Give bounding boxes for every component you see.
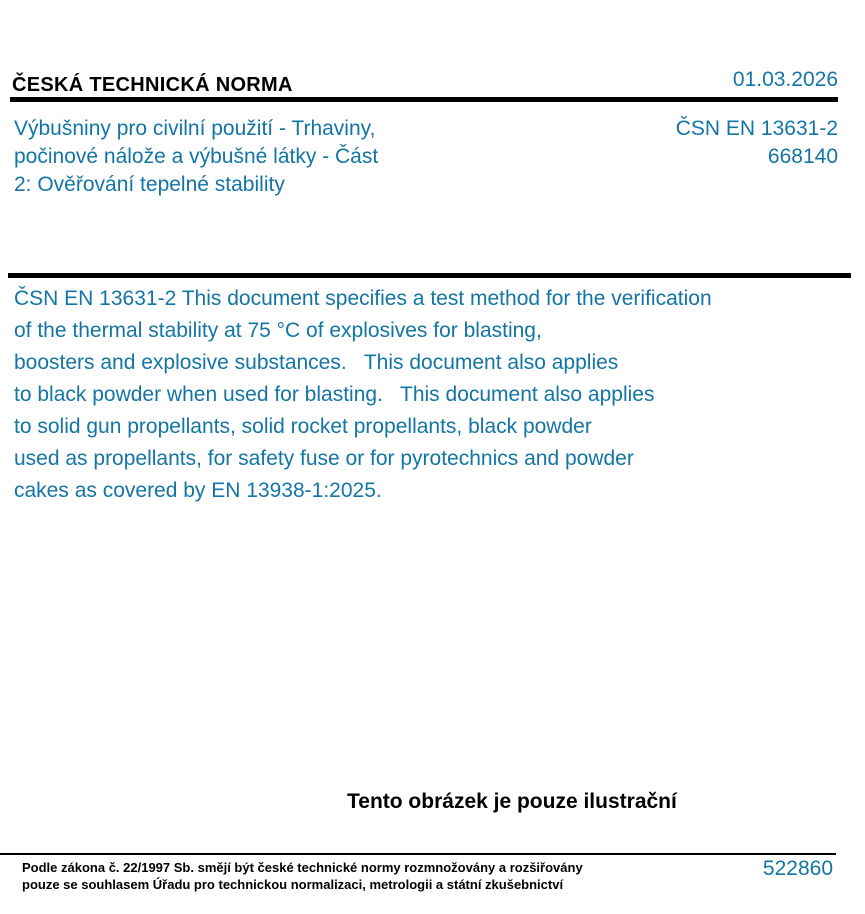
abstract-text — [14, 283, 712, 507]
header-divider-rule — [10, 97, 838, 102]
abstract-line: cakes as covered by EN 13938-1:2025. — [14, 479, 382, 502]
copyright-notice-line: Podle zákona č. 22/1997 Sb. smějí být české technické normy rozmnožovány a rozšiřovány — [22, 860, 583, 875]
catalog-number: 668140 — [767, 145, 838, 168]
copyright-notice — [22, 859, 583, 893]
abstract-line: boosters and explosive substances. This document also applies — [14, 351, 619, 374]
copyright-notice-line: pouze se souhlasem Úřadu pro technickou normalizaci, metrologii a státní zkušebnictví — [22, 877, 564, 892]
standard-title-line: Výbušniny pro civilní použití - Trhaviny, — [14, 117, 376, 140]
abstract-line: ČSN EN 13631-2 This document specifies a test method for the verification — [14, 287, 712, 310]
standard-title-line: počinové nálože a výbušné látky - Část — [14, 145, 379, 168]
standard-title — [14, 115, 378, 199]
issue-date: 01.03.2026 — [732, 68, 838, 91]
order-number: 522860 — [762, 857, 833, 880]
abstract-line: used as propellants, for safety fuse or for pyrotechnics and powder — [14, 447, 634, 470]
abstract-line: to black powder when used for blasting. This document also applies — [14, 383, 655, 406]
abstract-line: of the thermal stability at 75 °C of explosives for blasting, — [14, 319, 542, 342]
standard-code: ČSN EN 13631-2 — [675, 117, 838, 140]
footer-divider-rule — [0, 853, 836, 855]
page-title: ČESKÁ TECHNICKÁ NORMA — [12, 74, 293, 96]
standard-identifiers — [676, 115, 838, 171]
abstract-line: to solid gun propellants, solid rocket propellants, black powder — [14, 415, 592, 438]
illustration-disclaimer: Tento obrázek je pouze ilustrační — [347, 790, 677, 813]
standard-title-line: 2: Ověřování tepelné stability — [14, 173, 285, 196]
section-divider-rule — [8, 273, 851, 278]
